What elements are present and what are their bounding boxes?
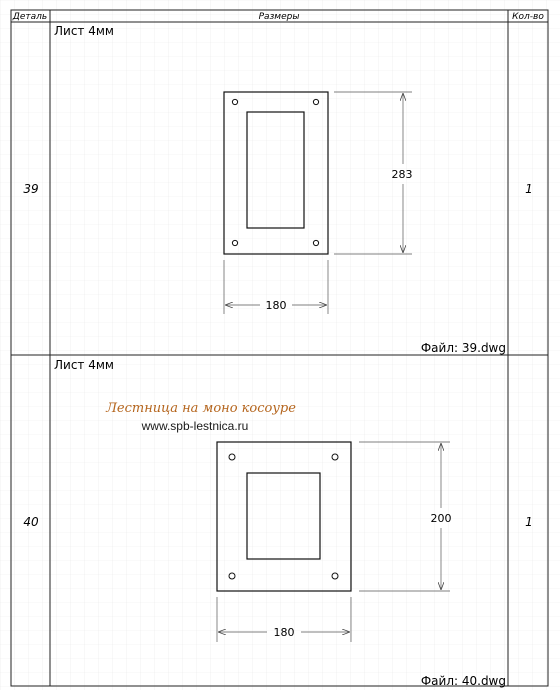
header-qty: Кол-во xyxy=(512,12,544,22)
width-dimension-label: 180 xyxy=(273,626,295,639)
header-sizes: Размеры xyxy=(258,12,300,22)
detail-number: 40 xyxy=(23,515,39,529)
material-label: Лист 4мм xyxy=(54,358,114,372)
watermark-url: www.spb-lestnica.ru xyxy=(141,419,249,433)
quantity-value: 1 xyxy=(525,515,533,529)
quantity-value: 1 xyxy=(525,182,533,196)
header-detail: Деталь xyxy=(12,12,48,22)
file-label: Файл: 40.dwg xyxy=(420,674,506,688)
height-dimension-label: 283 xyxy=(391,168,413,181)
file-label: Файл: 39.dwg xyxy=(420,341,506,355)
watermark-title: Лестница на моно косоуре xyxy=(106,401,296,416)
detail-number: 39 xyxy=(23,182,39,196)
height-dimension-label: 200 xyxy=(430,512,452,525)
width-dimension-label: 180 xyxy=(265,299,287,312)
material-label: Лист 4мм xyxy=(54,24,114,38)
